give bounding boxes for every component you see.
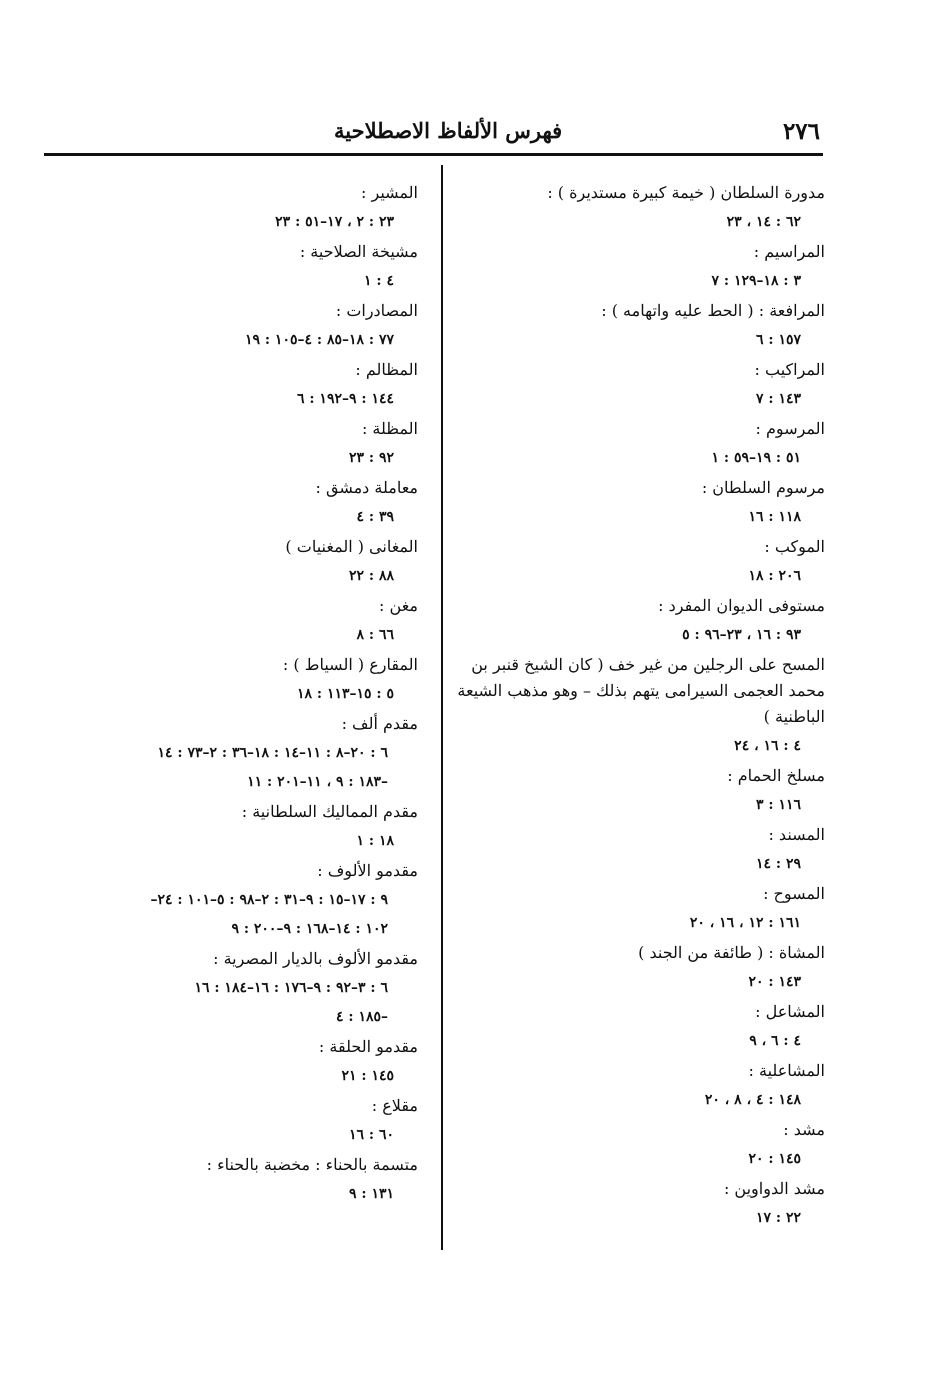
page-references: ١٤٨ : ٤ ، ٨ ، ٢٠ bbox=[704, 1092, 801, 1108]
page-header bbox=[44, 118, 822, 154]
page-references: ٧٧ : ١٨–٨٥ : ٤–١٠٥ : ١٩ bbox=[244, 332, 394, 348]
page-references: ٦٠ : ١٦ bbox=[348, 1127, 394, 1143]
index-term: مشيخة الصلاحية : bbox=[299, 242, 418, 261]
index-term: المسح على الرجلين من غير خف ( كان الشيخ قنبر بن محمد العجمى السيرامى يتهم بذلك – وهو مذهب الشيعة الباطنية ) bbox=[457, 655, 825, 726]
index-entry bbox=[455, 1174, 825, 1233]
index-term: المشير : bbox=[361, 183, 418, 202]
page-references: ٦ : ٣–٩٢ : ٩–١٧٦ : ١٦–١٨٤ : ١٦ bbox=[194, 980, 388, 996]
index-entry bbox=[455, 761, 825, 820]
page-references: ٣٩ : ٤ bbox=[356, 509, 394, 525]
index-entry bbox=[50, 1032, 418, 1091]
page-references: ١١٦ : ٣ bbox=[755, 797, 801, 813]
page-number: ٢٧٦ bbox=[782, 118, 820, 145]
index-term: مقدمو الألوف : bbox=[317, 861, 418, 880]
index-entry bbox=[50, 178, 418, 237]
index-term: مقدم ألف : bbox=[341, 714, 418, 733]
page-references: ٣ : ١٨–١٢٩ : ٧ bbox=[711, 273, 801, 289]
index-entry bbox=[455, 879, 825, 938]
index-term: مقلاع : bbox=[371, 1096, 418, 1115]
index-term: المسوح : bbox=[763, 884, 825, 903]
page-references: ١٤٤ : ٩–١٩٢ : ٦ bbox=[296, 391, 394, 407]
index-entry bbox=[50, 296, 418, 355]
index-term: مسلخ الحمام : bbox=[727, 766, 825, 785]
index-term: مدورة السلطان ( خيمة كبيرة مستديرة ) : bbox=[547, 183, 825, 202]
index-column-left bbox=[50, 178, 418, 1209]
page-references: ٩٢ : ٢٣ bbox=[348, 450, 394, 466]
index-term: معاملة دمشق : bbox=[315, 478, 418, 497]
page-references: ٨٨ : ٢٢ bbox=[348, 568, 394, 584]
page-references: ١٤٥ : ٢٠ bbox=[748, 1151, 801, 1167]
index-entry bbox=[50, 856, 418, 944]
index-entry bbox=[455, 1115, 825, 1174]
index-entry bbox=[50, 591, 418, 650]
page-references: ١٤٥ : ٢١ bbox=[341, 1068, 394, 1084]
page-references: ١٨ : ١ bbox=[356, 833, 394, 849]
index-entry bbox=[455, 591, 825, 650]
index-entry bbox=[50, 355, 418, 414]
index-term: المراسيم : bbox=[753, 242, 825, 261]
page-references: ٤ : ٦ ، ٩ bbox=[749, 1033, 801, 1049]
index-term: مغن : bbox=[379, 596, 418, 615]
index-term: المشاعلية : bbox=[748, 1061, 825, 1080]
index-entry bbox=[455, 820, 825, 879]
page-references: ١٥٧ : ٦ bbox=[755, 332, 801, 348]
page-references: ٢٩ : ١٤ bbox=[755, 856, 801, 872]
index-entry bbox=[455, 473, 825, 532]
index-term: المظلة : bbox=[361, 419, 418, 438]
page-references: ١٤٣ : ٢٠ bbox=[748, 974, 801, 990]
index-entry bbox=[50, 944, 418, 1032]
column-divider bbox=[441, 165, 443, 1250]
index-entry bbox=[50, 237, 418, 296]
index-term: الموكب : bbox=[764, 537, 825, 556]
page-references: –١٨٣ : ٩ ، ١١–٢٠١ : ١١ bbox=[247, 774, 388, 790]
page-references: ٩ : ١٧–١٥ : ٩–٣١ : ٢–٩٨ : ٥–١٠١ : ٢٤– bbox=[150, 892, 388, 908]
index-entry bbox=[455, 178, 825, 237]
index-term: مقدمو الحلقة : bbox=[318, 1037, 418, 1056]
index-term: المسند : bbox=[768, 825, 825, 844]
page-references: ٢٢ : ١٧ bbox=[755, 1210, 801, 1226]
index-term: المقارع ( السياط ) : bbox=[282, 655, 418, 674]
index-entry bbox=[455, 650, 825, 761]
index-term: المصادرات : bbox=[335, 301, 418, 320]
index-entry bbox=[50, 1091, 418, 1150]
index-entry bbox=[455, 997, 825, 1056]
page-references: ٤ : ١٦ ، ٢٤ bbox=[734, 738, 801, 754]
index-entry bbox=[50, 650, 418, 709]
index-term: متسمة بالحناء : مخضبة بالحناء : bbox=[206, 1155, 418, 1174]
index-entry bbox=[50, 1150, 418, 1209]
index-entry bbox=[455, 1056, 825, 1115]
index-term: مشد : bbox=[783, 1120, 825, 1139]
index-term: المظالم : bbox=[355, 360, 418, 379]
index-term: مرسوم السلطان : bbox=[701, 478, 825, 497]
page-title: فهرس الألفاظ الاصطلاحية bbox=[334, 118, 563, 143]
page-references: –١٨٥ : ٤ bbox=[335, 1009, 388, 1025]
page-references: ١٠٢ : ١٤–١٦٨ : ٩–٢٠٠ : ٩ bbox=[231, 921, 388, 937]
page-references: ٦٦ : ٨ bbox=[356, 627, 394, 643]
page-references: ٢٠٦ : ١٨ bbox=[748, 568, 801, 584]
index-entry bbox=[50, 709, 418, 797]
page-references: ٤ : ١ bbox=[364, 273, 394, 289]
index-entry bbox=[455, 938, 825, 997]
page-references: ١١٨ : ١٦ bbox=[748, 509, 801, 525]
page-references: ١٣١ : ٩ bbox=[348, 1186, 394, 1202]
header-divider bbox=[44, 153, 823, 156]
index-column-right bbox=[455, 178, 825, 1233]
index-entry bbox=[50, 797, 418, 856]
index-entry bbox=[50, 532, 418, 591]
page-references: ١٤٣ : ٧ bbox=[755, 391, 801, 407]
index-term: المغانى ( المغنيات ) bbox=[285, 537, 418, 556]
index-term: المشاعل : bbox=[755, 1002, 825, 1021]
index-entry bbox=[455, 237, 825, 296]
page-references: ٩٣ : ١٦ ، ٢٣–٩٦ : ٥ bbox=[682, 627, 801, 643]
index-entry bbox=[455, 532, 825, 591]
index-term: المرافعة : ( الحط عليه واتهامه ) : bbox=[601, 301, 825, 320]
index-entry bbox=[50, 414, 418, 473]
index-term: مستوفى الديوان المفرد : bbox=[658, 596, 825, 615]
page-references: ٥١ : ١٩–٥٩ : ١ bbox=[711, 450, 801, 466]
index-term: المشاة : ( طائفة من الجند ) bbox=[638, 943, 825, 962]
page-references: ٢٣ : ٢ ، ١٧–٥١ : ٢٣ bbox=[275, 214, 394, 230]
index-entry bbox=[455, 296, 825, 355]
index-entry bbox=[455, 355, 825, 414]
index-term: مشد الدواوين : bbox=[723, 1179, 825, 1198]
page-references: ٦٢ : ١٤ ، ٢٣ bbox=[726, 214, 801, 230]
index-term: المرسوم : bbox=[755, 419, 825, 438]
index-term: المراكيب : bbox=[754, 360, 825, 379]
index-term: مقدم المماليك السلطانية : bbox=[241, 802, 418, 821]
page-references: ١٦١ : ١٢ ، ١٦ ، ٢٠ bbox=[689, 915, 801, 931]
index-entry bbox=[455, 414, 825, 473]
page-references: ٦ : ٢٠–٨ : ١١–١٤ : ١٨–٣٦ : ٢–٧٣ : ١٤ bbox=[157, 745, 388, 761]
index-term: مقدمو الألوف بالديار المصرية : bbox=[213, 949, 418, 968]
index-entry bbox=[50, 473, 418, 532]
page-references: ٥ : ١٥–١١٣ : ١٨ bbox=[296, 686, 394, 702]
